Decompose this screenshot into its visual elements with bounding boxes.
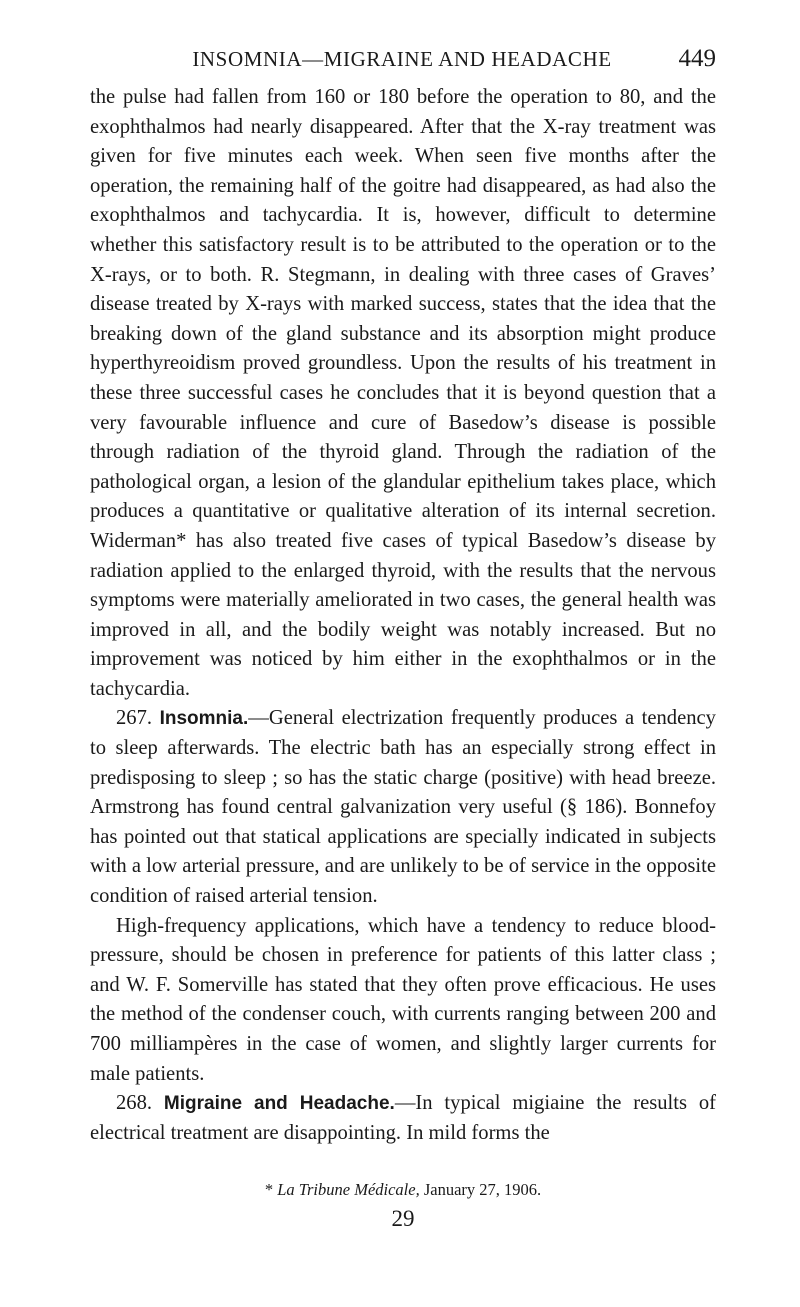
footnote-source: La Tribune Médicale, (277, 1180, 420, 1199)
paragraph-migraine (90, 1089, 716, 1148)
running-head (88, 42, 716, 76)
section-number: 267. (116, 707, 153, 730)
body-text (90, 83, 716, 1148)
paragraph-insomnia (90, 704, 716, 911)
page-number: 449 (678, 45, 716, 72)
footnote-marker: * (264, 1180, 278, 1199)
signature-mark: 29 (391, 1206, 415, 1231)
paragraph-continuation: the pulse had fallen from 160 or 180 before the operation to 80, and the exophthalmos had nearly disappeared. After that the X-ray treatment was given for five minutes each week. When seen five months after the operation, the remaining half of the goitre had disappeared, as had also the exophthalmos and tachycardia. It is, however, difficult to determine whether this satisfactory result is to be attributed to the operation or to the X-rays, or to both. R. Stegmann, in dealing with three cases of Graves’ disease treated by X-rays with marked success, states that the idea that the breaking down of the gland substance and its absorption might produce hyperthyreoidism proved groundless. Upon the results of his treatment in these three successful cases he concludes that it is beyond question that a very favourable influence and cure of Basedow’s disease is possible through radiation of the thyroid gland. Through the radiation of the pathological organ, a lesion of the glandular epithelium takes place, which produces a quantitative or qualitative alteration of its internal secretion. Widerman* has also treated five cases of typical Basedow’s disease by radiation applied to the enlarged thyroid, with the results that the nervous symptoms were materially ameliorated in two cases, the general health was improved in all, and the bodily weight was notably increased. But no improvement was noticed by him either in the exophthalmos or in the tachycardia. (90, 86, 716, 700)
paragraph-insomnia-text: —General electrization frequently produces a tendency to sleep afterwards. The electric bath has an especially strong effect in predisposing to sleep ; so has the static charge (positive) with head breeze. Armstrong has found central galvanization very useful (§ 186). Bonnefoy has pointed out that statical applications are specially indicated in subjects with a low arterial pressure, and are unlikely to be of service in the opposite condition of raised arterial tension. (90, 707, 716, 908)
footnote-date: January 27, 1906. (419, 1180, 542, 1199)
running-title: INSOMNIA—MIGRAINE AND HEADACHE (192, 47, 612, 71)
paragraph-high-frequency: High-frequency applications, which have a tendency to reduce blood-pressure, should be chosen in preference for patients of this latter class ; and W. F. Somerville has stated that they often prove efficacious. He uses the method of the condenser couch, with currents ranging between 200 and 700 milliampères in the case of women, and slightly larger currents for male patients. (90, 914, 716, 1085)
section-number: 268. (116, 1092, 153, 1115)
footnote (90, 1178, 716, 1202)
paragraph-migraine-text: —In typical migiaine the results of electrical treatment are disappointing. In mild forms the (90, 1092, 717, 1144)
section-heading-migraine: Migraine and Headache. (163, 1093, 395, 1115)
section-heading-insomnia: Insomnia. (159, 708, 249, 730)
